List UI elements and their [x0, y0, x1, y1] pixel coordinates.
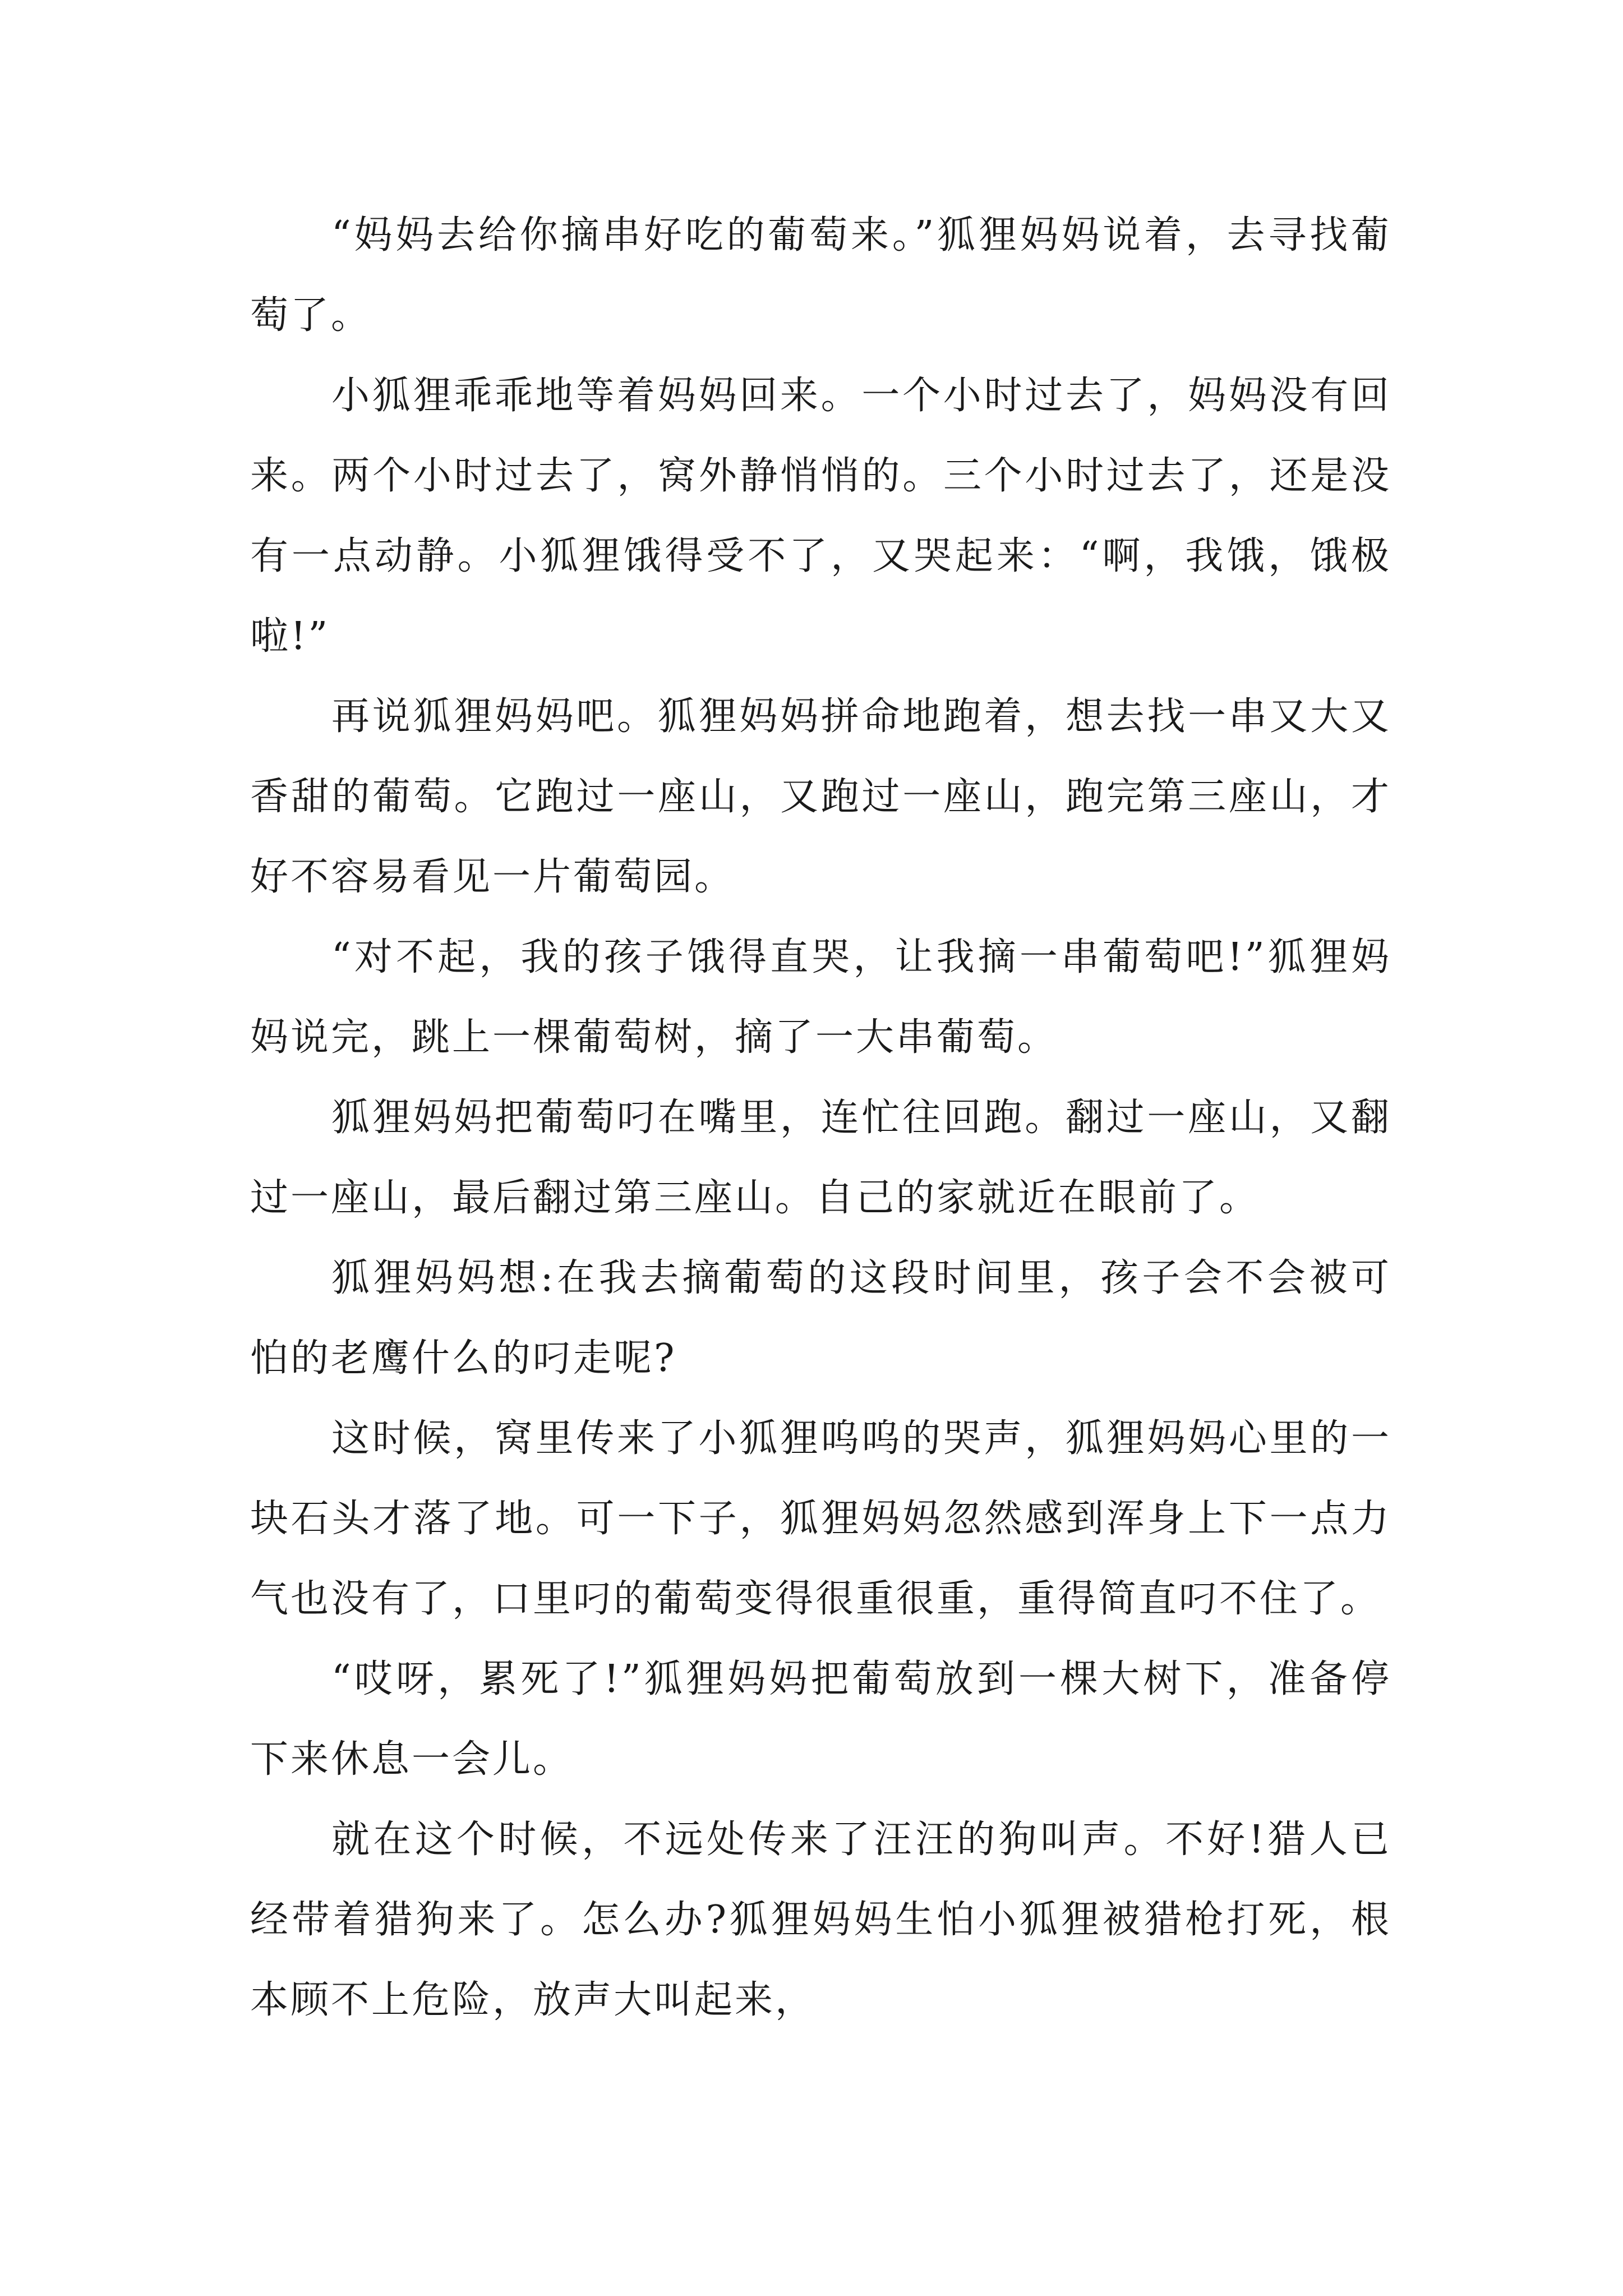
paragraph-7: 这时候，窝里传来了小狐狸呜呜的哭声，狐狸妈妈心里的一块石头才落了地。可一下子，狐狸妈妈忽然感到浑身上下一点力气也没有了，口里叼的葡萄变得很重很重，重得简直叼不住了。	[250, 1416, 1391, 1621]
paragraph-3: 再说狐狸妈妈吧。狐狸妈妈拼命地跑着，想去找一串又大又香甜的葡萄。它跑过一座山，又跑过一座山，跑完第三座山，才好不容易看见一片葡萄园。	[250, 694, 1391, 899]
paragraph-5: 狐狸妈妈把葡萄叼在嘴里，连忙往回跑。翻过一座山，又翻过一座山，最后翻过第三座山。自己的家就近在眼前了。	[250, 1096, 1391, 1220]
paragraph-2: 小狐狸乖乖地等着妈妈回来。一个小时过去了，妈妈没有回来。两个小时过去了，窝外静悄悄的。三个小时过去了，还是没有一点动静。小狐狸饿得受不了，又哭起来：“啊，我饿，饿极啦!”	[250, 374, 1392, 659]
paragraph-9: 就在这个时候，不远处传来了汪汪的狗叫声。不好!猎人已经带着猎狗来了。怎么办?狐狸妈妈生怕小狐狸被猎枪打死，根本顾不上危险，放声大叫起来，	[250, 1818, 1391, 2022]
paragraph-4: “对不起，我的孩子饿得直哭，让我摘一串葡萄吧!”狐狸妈妈说完，跳上一棵葡萄树，摘了一大串葡萄。	[250, 935, 1391, 1060]
paragraph-6: 狐狸妈妈想:在我去摘葡萄的这段时间里，孩子会不会被可怕的老鹰什么的叼走呢?	[250, 1256, 1391, 1381]
story-text	[250, 195, 1391, 2040]
paragraph-8: “哎呀，累死了!”狐狸妈妈把葡萄放到一棵大树下，准备停下来休息一会儿。	[250, 1657, 1391, 1782]
paragraph-1: “妈妈去给你摘串好吃的葡萄来。”狐狸妈妈说着，去寻找葡萄了。	[250, 213, 1391, 338]
